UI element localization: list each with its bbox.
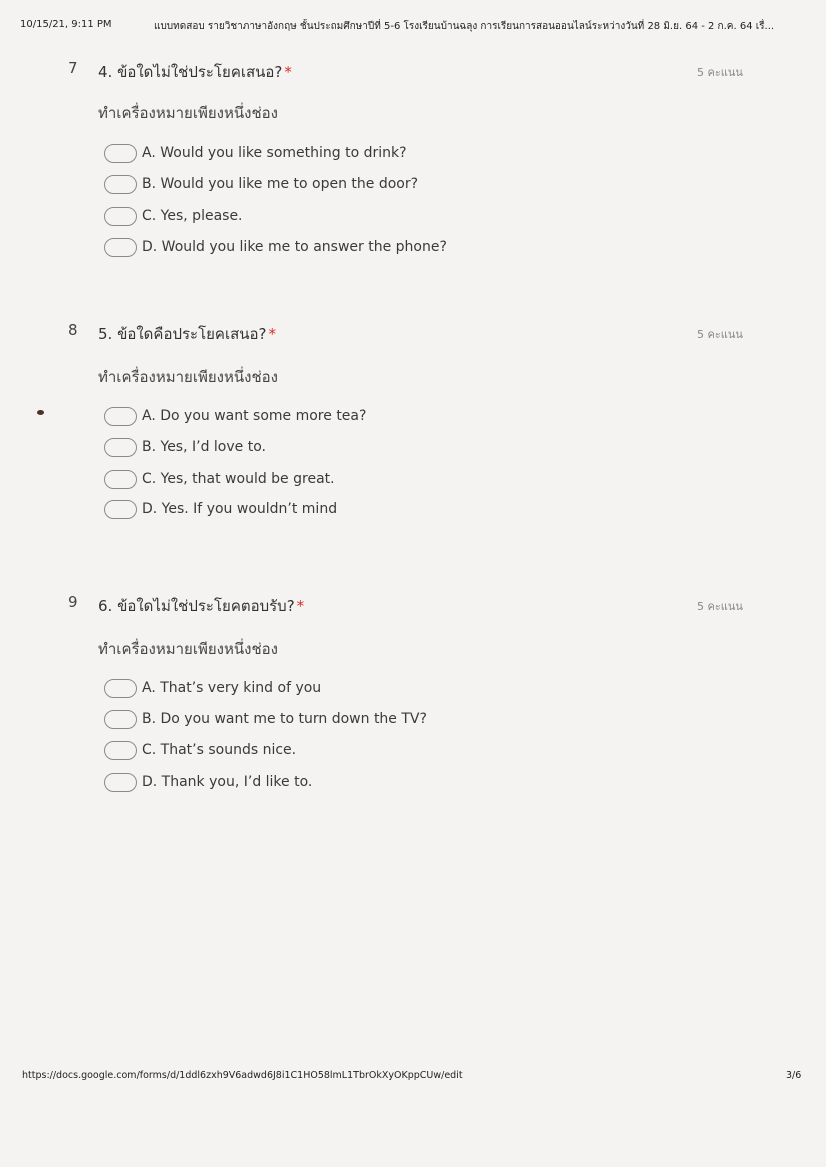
question-points: 5 คะแนน [697, 328, 743, 341]
option-label: D. Thank you, I’d like to. [142, 774, 313, 790]
option-row[interactable] [104, 237, 447, 257]
checkbox[interactable] [104, 207, 137, 226]
option-label: A. Do you want some more tea? [142, 408, 367, 424]
option-label: A. Would you like something to drink? [142, 145, 407, 161]
option-row[interactable] [104, 469, 335, 489]
option-row[interactable] [104, 174, 418, 194]
option-label: C. Yes, that would be great. [142, 471, 335, 487]
option-row[interactable] [104, 740, 296, 760]
required-mark: * [296, 597, 305, 615]
print-footer-url: https://docs.google.com/forms/d/1ddl6zxh9V6adwd6J8i1C1HO58lmL1TbrOkXyOKppCUw/edit [22, 1070, 463, 1081]
option-row[interactable] [104, 143, 407, 163]
print-timestamp: 10/15/21, 9:11 PM [20, 19, 112, 30]
option-row[interactable] [104, 772, 312, 792]
checkbox[interactable] [104, 407, 137, 426]
question-title-text: 6. ข้อใดไม่ใช่ประโยคตอบรับ? [98, 597, 295, 615]
question-title-text: 5. ข้อใดคือประโยคเสนอ? [98, 325, 267, 343]
option-row[interactable] [104, 678, 321, 698]
print-page-number: 3/6 [786, 1070, 802, 1081]
option-row[interactable] [104, 709, 427, 729]
checkbox[interactable] [104, 238, 137, 257]
scan-speck [37, 410, 44, 415]
checkbox[interactable] [104, 773, 137, 792]
option-label: D. Would you like me to answer the phone? [142, 239, 447, 255]
question-points: 5 คะแนน [697, 600, 743, 613]
required-mark: * [268, 325, 276, 343]
option-label: C. Yes, please. [142, 208, 243, 224]
question-instruction: ทำเครื่องหมายเพียงหนึ่งช่อง [98, 368, 278, 386]
option-row[interactable] [104, 437, 266, 457]
checkbox[interactable] [104, 144, 137, 163]
option-label: D. Yes. If you wouldn’t mind [142, 501, 338, 517]
option-label: B. Do you want me to turn down the TV? [142, 711, 427, 727]
question-number: 8 [68, 321, 78, 339]
question-instruction: ทำเครื่องหมายเพียงหนึ่งช่อง [98, 640, 278, 658]
checkbox[interactable] [104, 679, 137, 698]
checkbox[interactable] [104, 470, 137, 489]
print-header-title: แบบทดสอบ รายวิชาภาษาอังกฤษ ชั้นประถมศึกษาปีที่ 5-6 โรงเรียนบ้านฉลุง การเรียนการสอนออนไลน์ระหว่างวันที่ 28 มิ.ย. 64 - 2 ก.ค. 64 เรื่... [154, 21, 775, 32]
question-title [98, 60, 292, 84]
question-instruction: ทำเครื่องหมายเพียงหนึ่งช่อง [98, 104, 278, 122]
question-title-text: 4. ข้อใดไม่ใช่ประโยคเสนอ? [98, 63, 283, 81]
option-label: B. Yes, I’d love to. [142, 439, 266, 455]
option-row[interactable] [104, 406, 366, 426]
question-points: 5 คะแนน [697, 66, 743, 79]
checkbox[interactable] [104, 710, 137, 729]
option-label: B. Would you like me to open the door? [142, 176, 419, 192]
option-label: A. That’s very kind of you [142, 680, 322, 696]
option-row[interactable] [104, 499, 337, 519]
required-mark: * [284, 63, 292, 81]
question-title [98, 594, 304, 618]
checkbox[interactable] [104, 500, 137, 519]
question-number: 9 [68, 593, 78, 611]
checkbox[interactable] [104, 175, 137, 194]
question-title [98, 322, 276, 346]
question-number: 7 [68, 59, 78, 77]
checkbox[interactable] [104, 438, 137, 457]
checkbox[interactable] [104, 741, 137, 760]
option-row[interactable] [104, 206, 243, 226]
option-label: C. That’s sounds nice. [142, 742, 297, 758]
